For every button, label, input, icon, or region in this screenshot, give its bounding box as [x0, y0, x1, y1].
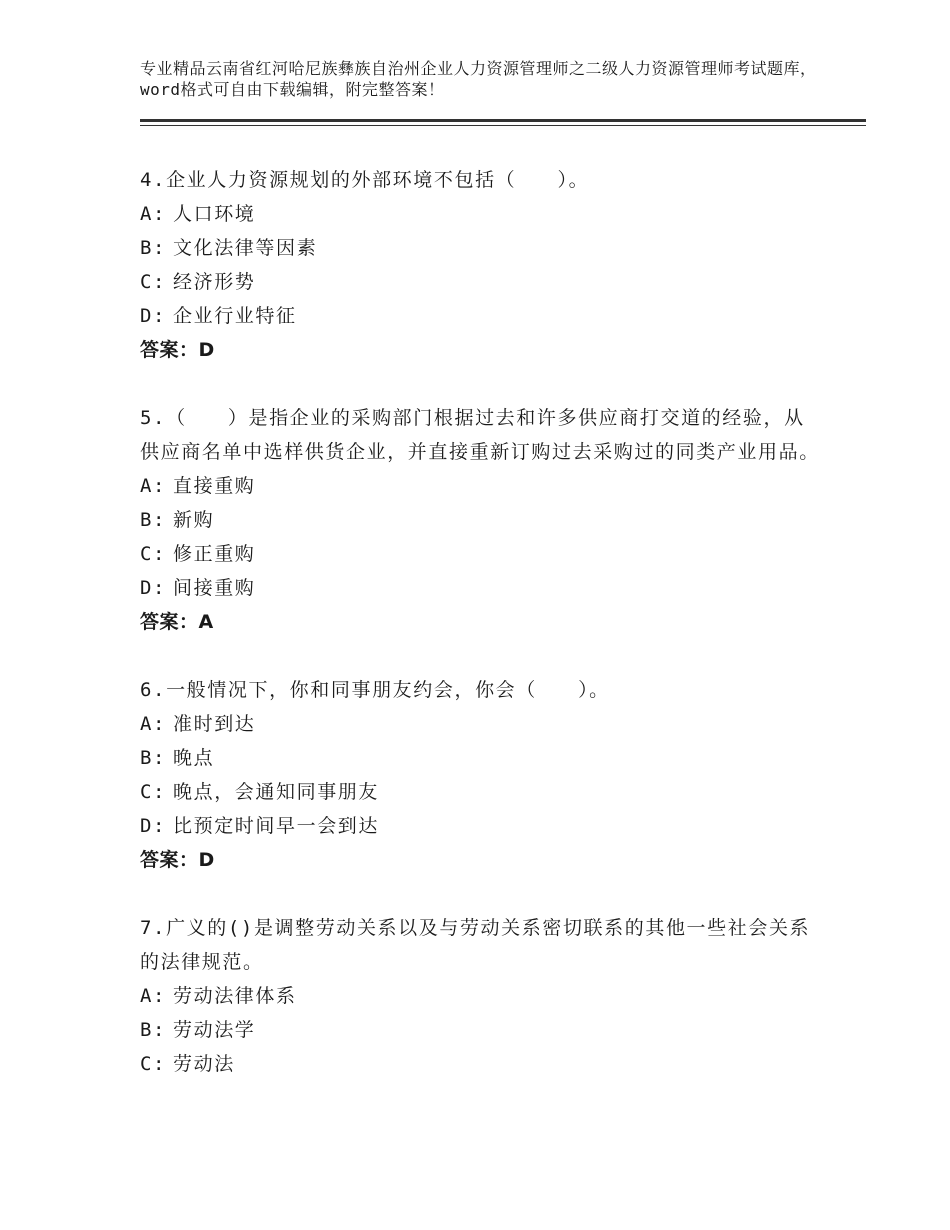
question-list — [140, 163, 820, 1115]
option-c — [140, 537, 820, 571]
option-b — [140, 503, 820, 537]
option-text: 晚点 — [173, 747, 215, 769]
option-d — [140, 809, 820, 843]
option-label: D: — [140, 577, 167, 599]
question-7 — [140, 911, 820, 1081]
option-d — [140, 571, 820, 605]
option-label: D: — [140, 815, 167, 837]
option-text: 文化法律等因素 — [173, 237, 318, 259]
option-b — [140, 231, 820, 265]
option-d — [140, 299, 820, 333]
option-text: 直接重购 — [173, 475, 256, 497]
option-c — [140, 265, 820, 299]
option-b — [140, 1013, 820, 1047]
option-label: C: — [140, 543, 167, 565]
header-divider-thick — [140, 119, 866, 122]
option-label: D: — [140, 305, 167, 327]
option-a — [140, 197, 820, 231]
option-text: 劳动法律体系 — [173, 985, 297, 1007]
option-label: A: — [140, 203, 167, 225]
question-text: 5.（ ）是指企业的采购部门根据过去和许多供应商打交道的经验，从供应商名单中选样供货企业，并直接重新订购过去采购过的同类产业用品。 — [140, 407, 820, 463]
option-label: B: — [140, 237, 167, 259]
option-label: A: — [140, 475, 167, 497]
document-header: 专业精品云南省红河哈尼族彝族自治州企业人力资源管理师之二级人力资源管理师考试题库，word格式可自由下载编辑，附完整答案！ — [140, 59, 817, 99]
option-label: B: — [140, 1019, 167, 1041]
option-text: 晚点，会通知同事朋友 — [173, 781, 380, 803]
option-text: 劳动法学 — [173, 1019, 256, 1041]
question-5 — [140, 401, 820, 639]
answer: 答案：A — [140, 611, 214, 633]
option-label: C: — [140, 781, 167, 803]
option-text: 劳动法 — [173, 1053, 235, 1075]
option-b — [140, 741, 820, 775]
question-4 — [140, 163, 820, 367]
option-label: A: — [140, 985, 167, 1007]
option-label: A: — [140, 713, 167, 735]
option-label: B: — [140, 747, 167, 769]
option-text: 新购 — [173, 509, 215, 531]
header-divider-thin — [140, 125, 866, 126]
option-label: C: — [140, 1053, 167, 1075]
option-c — [140, 1047, 820, 1081]
option-a — [140, 469, 820, 503]
option-c — [140, 775, 820, 809]
answer: 答案：D — [140, 849, 215, 871]
option-text: 企业行业特征 — [173, 305, 297, 327]
option-label: B: — [140, 509, 167, 531]
question-text: 7.广义的()是调整劳动关系以及与劳动关系密切联系的其他一些社会关系的法律规范。 — [140, 917, 811, 973]
option-a — [140, 979, 820, 1013]
option-text: 修正重购 — [173, 543, 256, 565]
option-a — [140, 707, 820, 741]
option-text: 准时到达 — [173, 713, 256, 735]
option-text: 经济形势 — [173, 271, 256, 293]
option-text: 比预定时间早一会到达 — [173, 815, 380, 837]
question-text: 6.一般情况下，你和同事朋友约会，你会（ ）。 — [140, 679, 610, 701]
option-text: 间接重购 — [173, 577, 256, 599]
option-label: C: — [140, 271, 167, 293]
question-text: 4.企业人力资源规划的外部环境不包括（ ）。 — [140, 169, 590, 191]
answer: 答案：D — [140, 339, 215, 361]
question-6 — [140, 673, 820, 877]
option-text: 人口环境 — [173, 203, 256, 225]
